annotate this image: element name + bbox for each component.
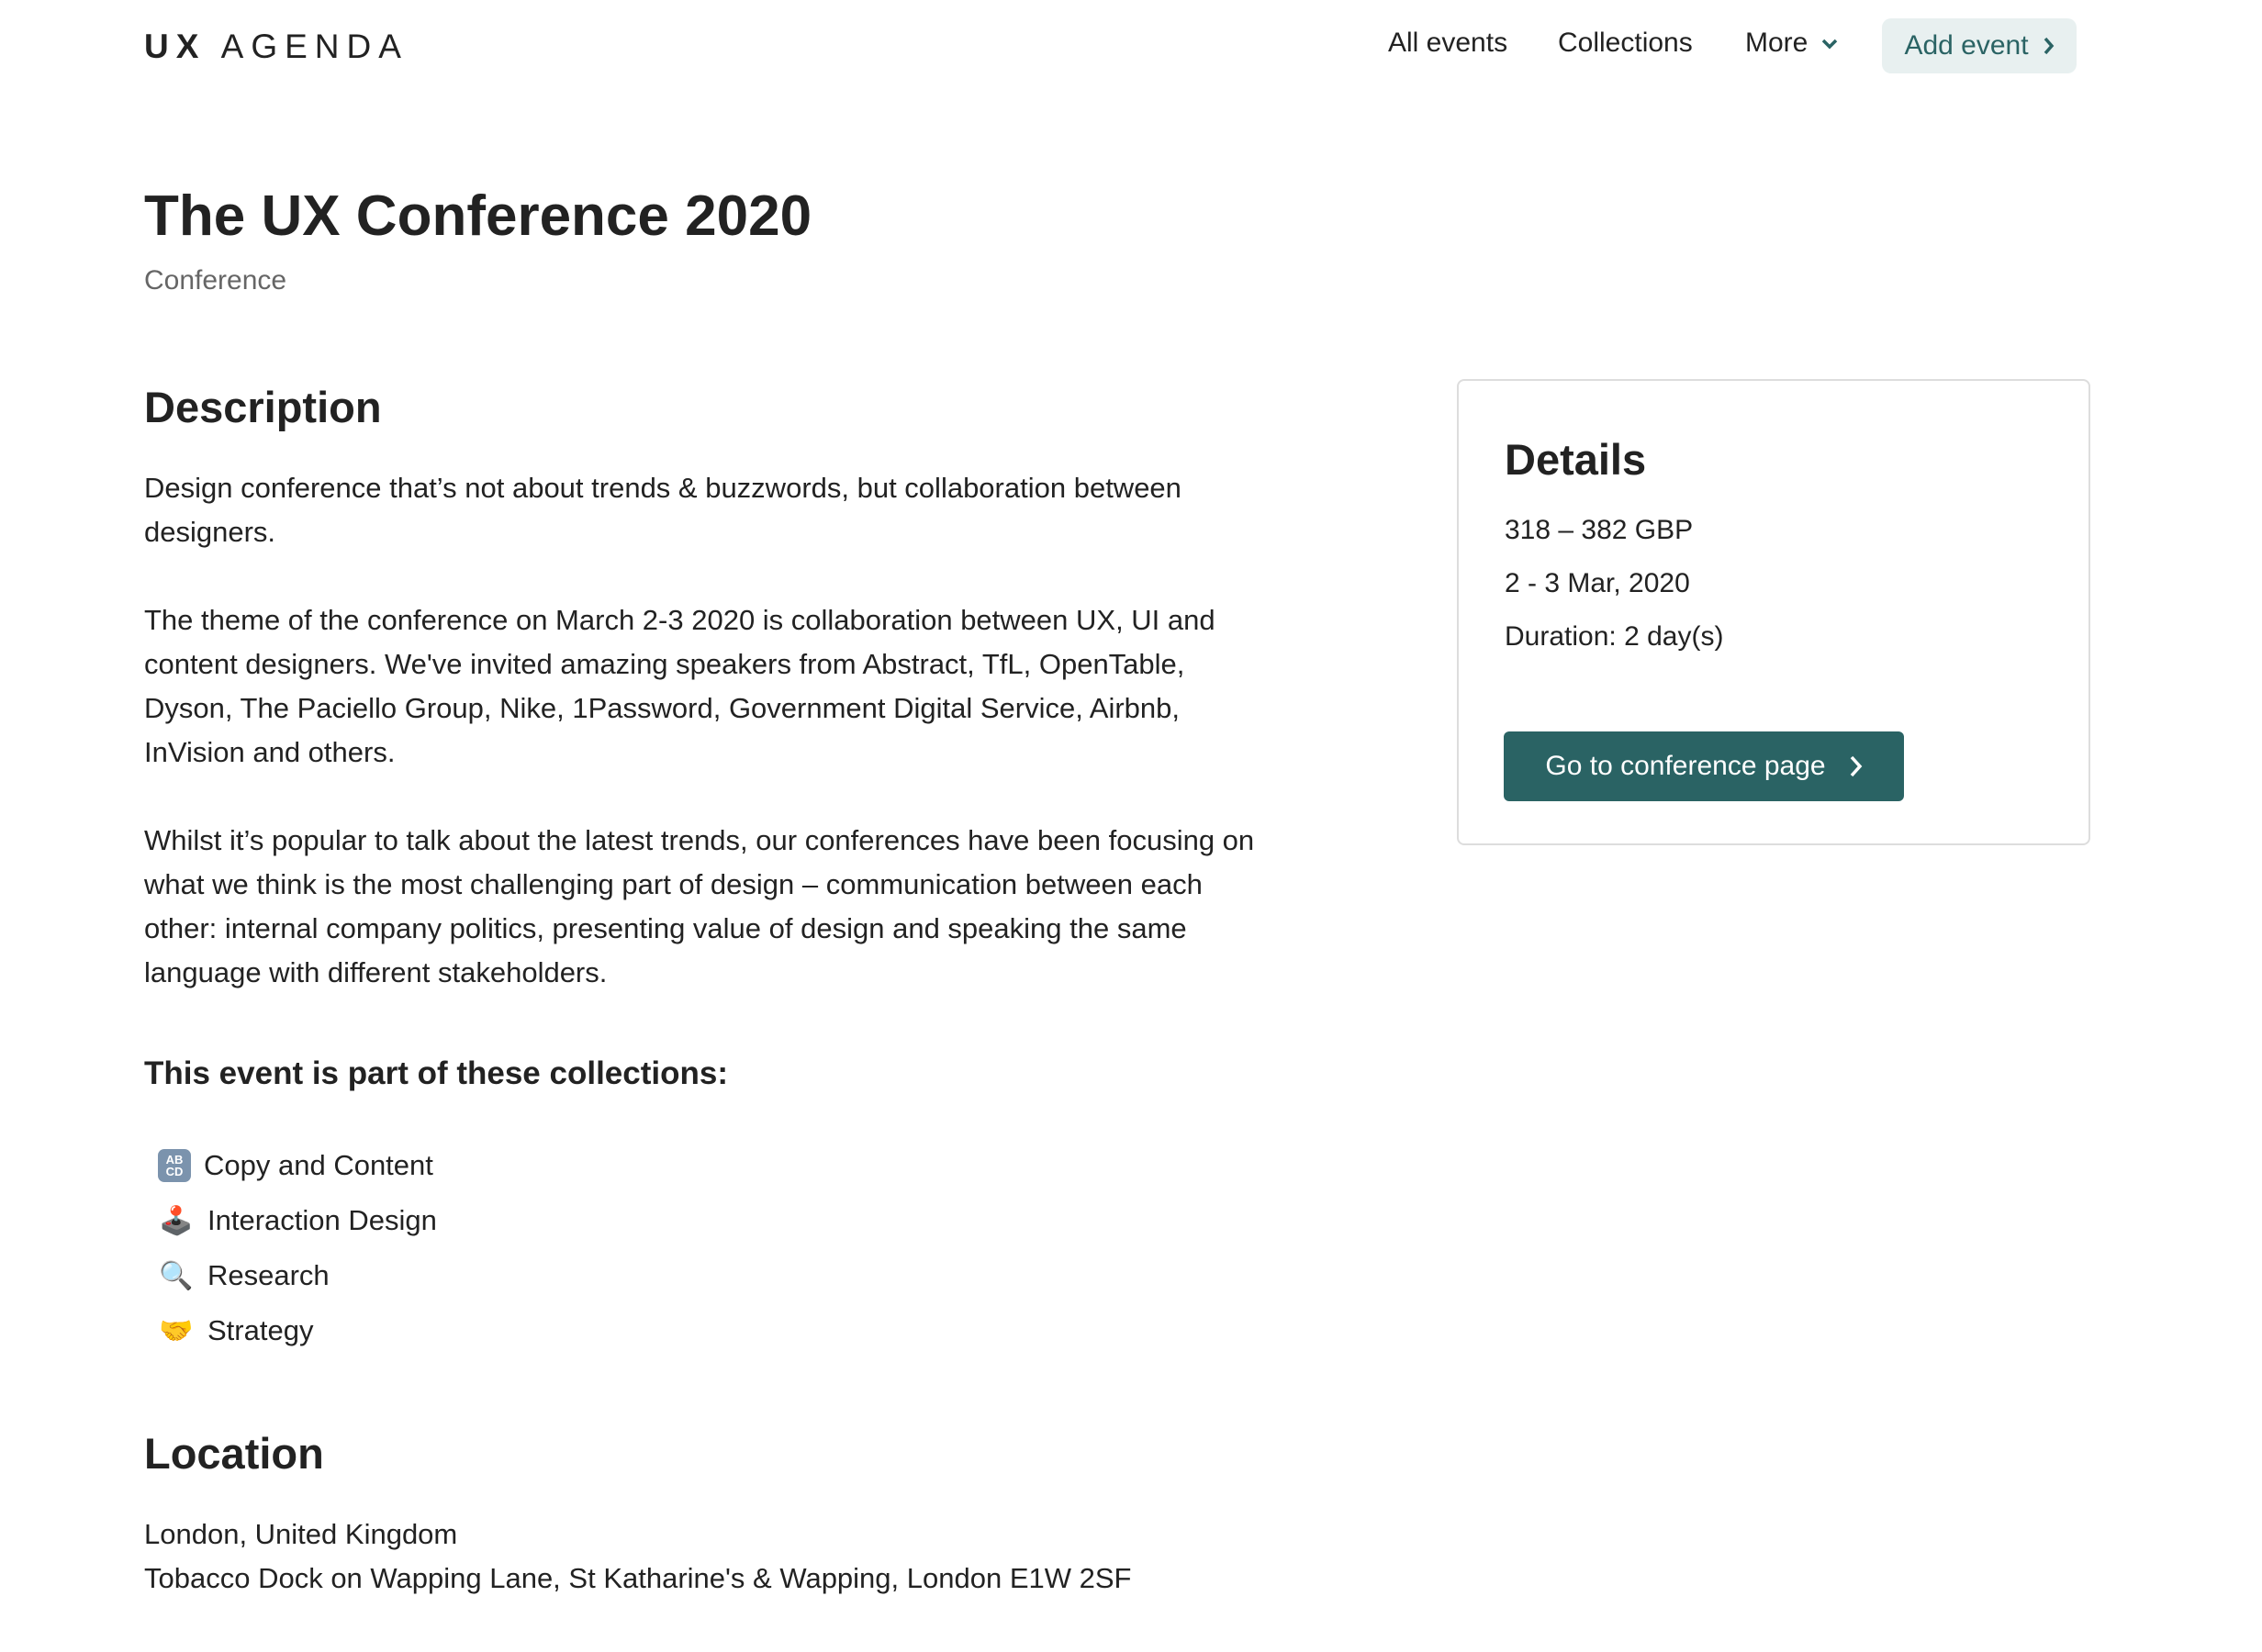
description-body <box>144 466 1264 1039</box>
collection-interaction-design[interactable] <box>158 1193 437 1248</box>
collection-label: Interaction Design <box>207 1204 437 1236</box>
event-type: Conference <box>144 265 287 296</box>
location-city: London, United Kingdom <box>144 1518 458 1550</box>
location-heading: Location <box>144 1429 324 1478</box>
description-heading: Description <box>144 383 382 431</box>
location-address: Tobacco Dock on Wapping Lane, St Katharine's & Wapping, London E1W 2SF <box>144 1562 1132 1594</box>
description-paragraph: Whilst it’s popular to talk about the latest trends, our conferences have been focusing on what we think is the most challenging part of design – communication between each other: internal company politics, presenting value of design and speaking the same language with different stakeholders. <box>144 824 1255 988</box>
details-heading: Details <box>1505 435 1647 484</box>
abcd-bottom: CD <box>165 1165 184 1178</box>
abcd-top: AB <box>165 1153 184 1166</box>
dates: 2 - 3 Mar, 2020 <box>1505 568 1690 598</box>
chevron-right-icon <box>2044 37 2055 55</box>
add-event-button[interactable] <box>1882 18 2077 73</box>
joystick-icon: 🕹️ <box>159 1205 194 1236</box>
collection-strategy[interactable] <box>158 1303 437 1358</box>
collection-label: Research <box>207 1259 330 1291</box>
price: 318 – 382 GBP <box>1505 515 1694 545</box>
add-event-label: Add event <box>1904 30 2029 61</box>
collection-label: Copy and Content <box>204 1149 433 1181</box>
magnifier-icon: 🔍 <box>159 1260 194 1291</box>
duration: Duration: 2 day(s) <box>1505 621 1724 652</box>
go-to-conference-label: Go to conference page <box>1545 751 1826 781</box>
nav-collections[interactable]: Collections <box>1558 28 1693 58</box>
details-card <box>1457 379 2090 845</box>
nav-more[interactable] <box>1745 28 1839 59</box>
collection-research[interactable] <box>158 1248 437 1303</box>
nav-all-events[interactable]: All events <box>1388 28 1508 58</box>
nav-more-label: More <box>1745 28 1808 58</box>
handshake-icon: 🤝 <box>159 1315 194 1346</box>
logo-rest: AGENDA <box>220 28 409 65</box>
description-paragraph: The theme of the conference on March 2-3 2020 is collaboration between UX, UI and content designers. We've invited amazing speakers from Abstract, TfL, OpenTable, Dyson, The Paciello Group, Nike, 1Password, Government Digital Service, Airbnb, InVision and others. <box>144 604 1215 768</box>
collections-list <box>158 1138 437 1358</box>
chevron-right-icon <box>1850 755 1863 777</box>
collections-heading: This event is part of these collections: <box>144 1055 728 1091</box>
collection-label: Strategy <box>207 1314 314 1346</box>
abcd-icon <box>158 1149 191 1182</box>
logo-bold: UX <box>144 28 207 65</box>
chevron-down-icon <box>1820 38 1839 50</box>
collection-copy-and-content[interactable] <box>158 1138 437 1193</box>
logo[interactable] <box>144 28 409 66</box>
page-title: The UX Conference 2020 <box>144 184 812 248</box>
location-info <box>144 1512 1131 1601</box>
description-paragraph: Design conference that’s not about trends & buzzwords, but collaboration between designers. <box>144 472 1181 548</box>
go-to-conference-button[interactable] <box>1504 731 1904 801</box>
